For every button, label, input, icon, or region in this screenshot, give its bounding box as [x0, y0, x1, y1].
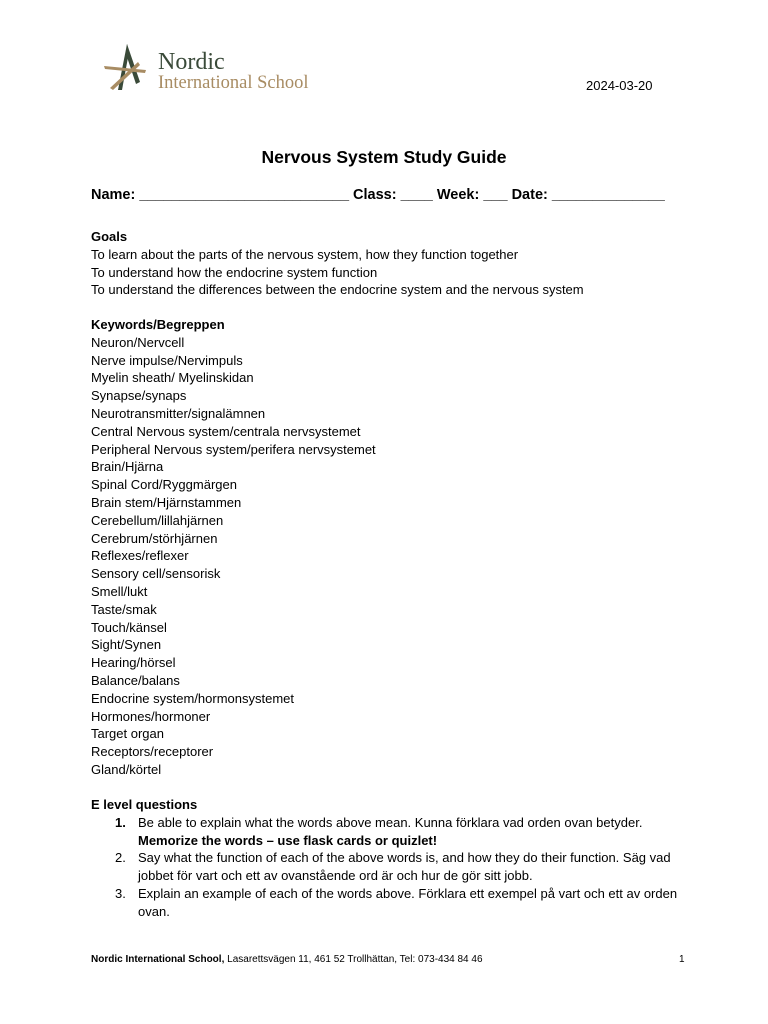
keyword-item: Synapse/synaps [91, 388, 187, 404]
question-list [91, 814, 678, 921]
goal-item: To learn about the parts of the nervous system, how they function together [91, 246, 519, 262]
keyword-item: Hormones/hormoner [91, 708, 211, 724]
goals-heading: Goals [91, 229, 128, 244]
school-logo [100, 40, 340, 100]
keyword-item: Gland/körtel [91, 761, 162, 777]
keyword-item: Spinal Cord/Ryggmärgen [91, 477, 237, 493]
page-footer [91, 954, 483, 965]
question-item [91, 849, 678, 885]
goals-section [91, 228, 584, 299]
question-text: Be able to explain what the words above mean. Kunna förklara vad orden ovan betyder. [138, 814, 643, 830]
question-item [91, 885, 678, 921]
keyword-item: Touch/känsel [91, 619, 167, 635]
question-number: 1. [115, 814, 126, 830]
keyword-item: Myelin sheath/ Myelinskidan [91, 370, 254, 386]
keyword-item: Reflexes/reflexer [91, 548, 189, 564]
keyword-item: Smell/lukt [91, 583, 148, 599]
keyword-item: Endocrine system/hormonsystemet [91, 690, 295, 706]
logo-name: Nordic [158, 49, 225, 75]
document-date: 2024-03-20 [586, 78, 653, 93]
keyword-item: Brain stem/Hjärnstammen [91, 494, 242, 510]
e-level-questions-section [91, 796, 678, 921]
keyword-item: Cerebellum/lillahjärnen [91, 512, 224, 528]
question-text: Say what the function of each of the above words is, and how they do their function. Säg vad jobbet för vart och ett av ovanstående ord är och hur de gör sitt jobb. [138, 850, 671, 884]
question-number: 2. [115, 850, 126, 866]
keyword-item: Sensory cell/sensorisk [91, 566, 221, 582]
keyword-item: Balance/balans [91, 672, 180, 688]
question-item [91, 814, 678, 850]
keyword-item: Receptors/receptorer [91, 744, 214, 760]
logo-subtitle: International School [158, 73, 309, 93]
page-title: Nervous System Study Guide [261, 147, 507, 167]
logo-star-icon [100, 40, 160, 100]
question-emphasis: Memorize the words – use flask cards or quizlet! [138, 832, 438, 848]
keyword-item: Taste/smak [91, 601, 157, 617]
keyword-item: Central Nervous system/centrala nervsystemet [91, 423, 361, 439]
keyword-item: Brain/Hjärna [91, 459, 164, 475]
keyword-item: Nerve impulse/Nervimpuls [91, 352, 243, 368]
page-number: 1 [679, 954, 685, 965]
keywords-heading: Keywords/Begreppen [91, 317, 225, 332]
keyword-item: Neuron/Nervcell [91, 334, 185, 350]
keywords-section [91, 316, 376, 779]
keyword-item: Neurotransmitter/signalämnen [91, 405, 266, 421]
keyword-item: Sight/Synen [91, 637, 162, 653]
footer-address: Lasarettsvägen 11, 461 52 Trollhättan, Tel: 073-434 84 46 [224, 954, 483, 965]
goal-item: To understand how the endocrine system function [91, 264, 378, 280]
question-text: Explain an example of each of the words above. Förklara ett exempel på vart och ett av orden ovan. [138, 885, 678, 919]
e-level-heading: E level questions [91, 797, 198, 812]
keyword-item: Cerebrum/störhjärnen [91, 530, 218, 546]
goal-item: To understand the differences between the endocrine system and the nervous system [91, 282, 584, 298]
keyword-item: Target organ [91, 726, 164, 742]
name-class-week-date-line: Name: __________________________ Class: ____ Week: ___ Date: ______________ [91, 187, 665, 203]
question-number: 3. [115, 885, 126, 901]
keyword-item: Peripheral Nervous system/perifera nervsystemet [91, 441, 376, 457]
footer-school-name: Nordic International School, [91, 954, 225, 965]
keyword-item: Hearing/hörsel [91, 655, 176, 671]
